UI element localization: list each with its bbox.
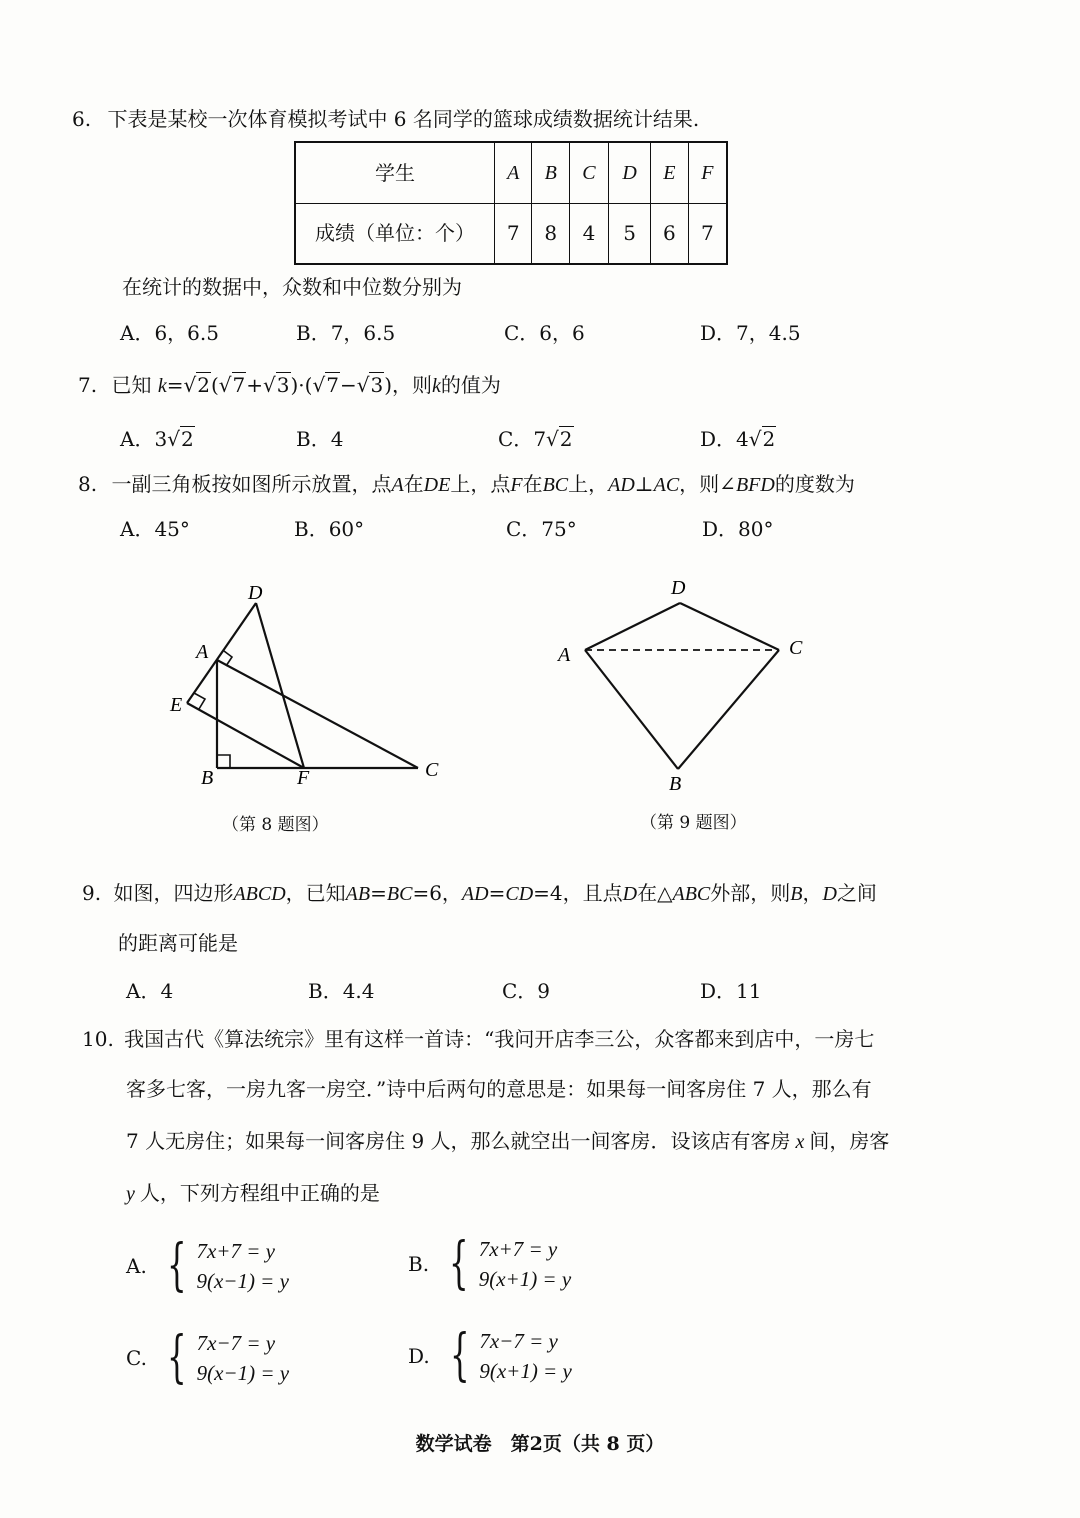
page-footer: 数学试卷 第2页（共 8 页） [415,1433,665,1455]
q8-option-d: D．80° [702,517,774,541]
label-C: C [789,637,803,659]
student-cell: E [651,142,688,203]
brace-icon: { [449,1231,469,1297]
brace-icon: { [166,1325,187,1391]
student-cell: A [495,142,532,203]
q6-substem: 在统计的数据中，众数和中位数分别为 [122,275,462,299]
edge-DC [680,603,779,650]
q7-option-a: A．3√2 [120,427,194,451]
q6-stem: 6. 下表是某校一次体育模拟考试中 6 名同学的篮球成绩数据统计结果. [72,107,700,131]
q10-stem-line4: y 人，下列方程组中正确的是 [126,1181,380,1205]
q9-figure [550,570,820,800]
student-cell: C [569,142,608,203]
edge-AD [585,603,680,650]
q8-figure [160,575,460,805]
label-D: D [671,577,686,599]
q7-stem: 7. 已知 k=√2(√7+√3)·(√7−√3)，则k的值为 [78,373,501,397]
label-E: E [170,694,183,716]
student-cell: B [532,142,569,203]
header-student: 学生 [295,142,495,203]
q10-stem-line3: 7 人无房住；如果每一间客房住 9 人，那么就空出一间客房．设该店有客房 x 间，房客 [126,1129,890,1153]
q9-option-d: D．11 [700,979,762,1003]
q8-stem: 8. 一副三角板按如图所示放置，点A在DE上，点F在BC上，AD⊥AC，则∠BFD的度数为 [78,472,855,496]
q10-option-a: A. { 7x+7 = y 9(x−1) = y [126,1233,289,1299]
q6-option-c: C．6，6 [504,321,585,345]
score-cell: 7 [495,203,532,264]
q10-stem-line2: 客多七客，一房九客一房空．”诗中后两句的意思是：如果每一间客房住 7 人，那么有 [126,1077,872,1101]
q7-option-b: B．4 [296,427,344,451]
label-B: B [201,767,214,789]
label-D: D [248,582,263,604]
q10-stem-line1: 10. 我国古代《算法统宗》里有这样一首诗：“我问开店李三公，众客都来到店中，一房七 [82,1027,875,1051]
brace-icon: { [166,1233,187,1299]
student-cell: F [688,142,727,203]
q9-option-b: B．4.4 [308,979,375,1003]
score-cell: 6 [651,203,688,264]
edge-AB [585,650,678,769]
q10-option-b: B. { 7x+7 = y 9(x+1) = y [408,1231,572,1297]
q7-option-d: D．4√2 [700,427,776,451]
label-B: B [669,773,682,795]
brace-icon: { [449,1323,470,1389]
q9-option-c: C．9 [502,979,551,1003]
q10-option-c: C. { 7x−7 = y 9(x−1) = y [126,1325,290,1391]
q6-option-b: B．7，6.5 [296,321,396,345]
q10-option-d: D. { 7x−7 = y 9(x+1) = y [408,1323,572,1389]
edge-CB [678,650,779,769]
score-cell: 5 [609,203,651,264]
table-row [295,203,727,264]
label-A: A [196,641,209,663]
label-A: A [558,644,571,666]
q9-stem-line2: 的距离可能是 [118,931,238,955]
score-cell: 4 [569,203,608,264]
q7-option-c: C．7√2 [498,427,573,451]
q9-option-a: A．4 [126,979,174,1003]
q8-option-b: B．60° [294,517,365,541]
q6-option-d: D．7，4.5 [700,321,801,345]
right-angle-B [217,755,230,768]
score-cell: 8 [532,203,569,264]
header-score: 成绩（单位：个） [295,203,495,264]
q8-caption: （第 8 题图） [222,815,329,835]
student-cell: D [609,142,651,203]
edge-EF [187,703,304,768]
score-cell: 7 [688,203,727,264]
edge-AC [217,660,418,768]
label-C: C [425,759,439,781]
label-F: F [297,767,310,789]
table-row [295,142,727,203]
q8-option-a: A．45° [120,517,190,541]
q8-option-c: C．75° [506,517,577,541]
q9-stem-line1: 9. 如图，四边形ABCD，已知AB=BC=6，AD=CD=4，且点D在△ABC外部，则B，D之间 [82,881,877,905]
q6-option-a: A．6，6.5 [120,321,219,345]
q6-score-table [294,141,728,265]
q9-caption: （第 9 题图） [640,813,747,833]
